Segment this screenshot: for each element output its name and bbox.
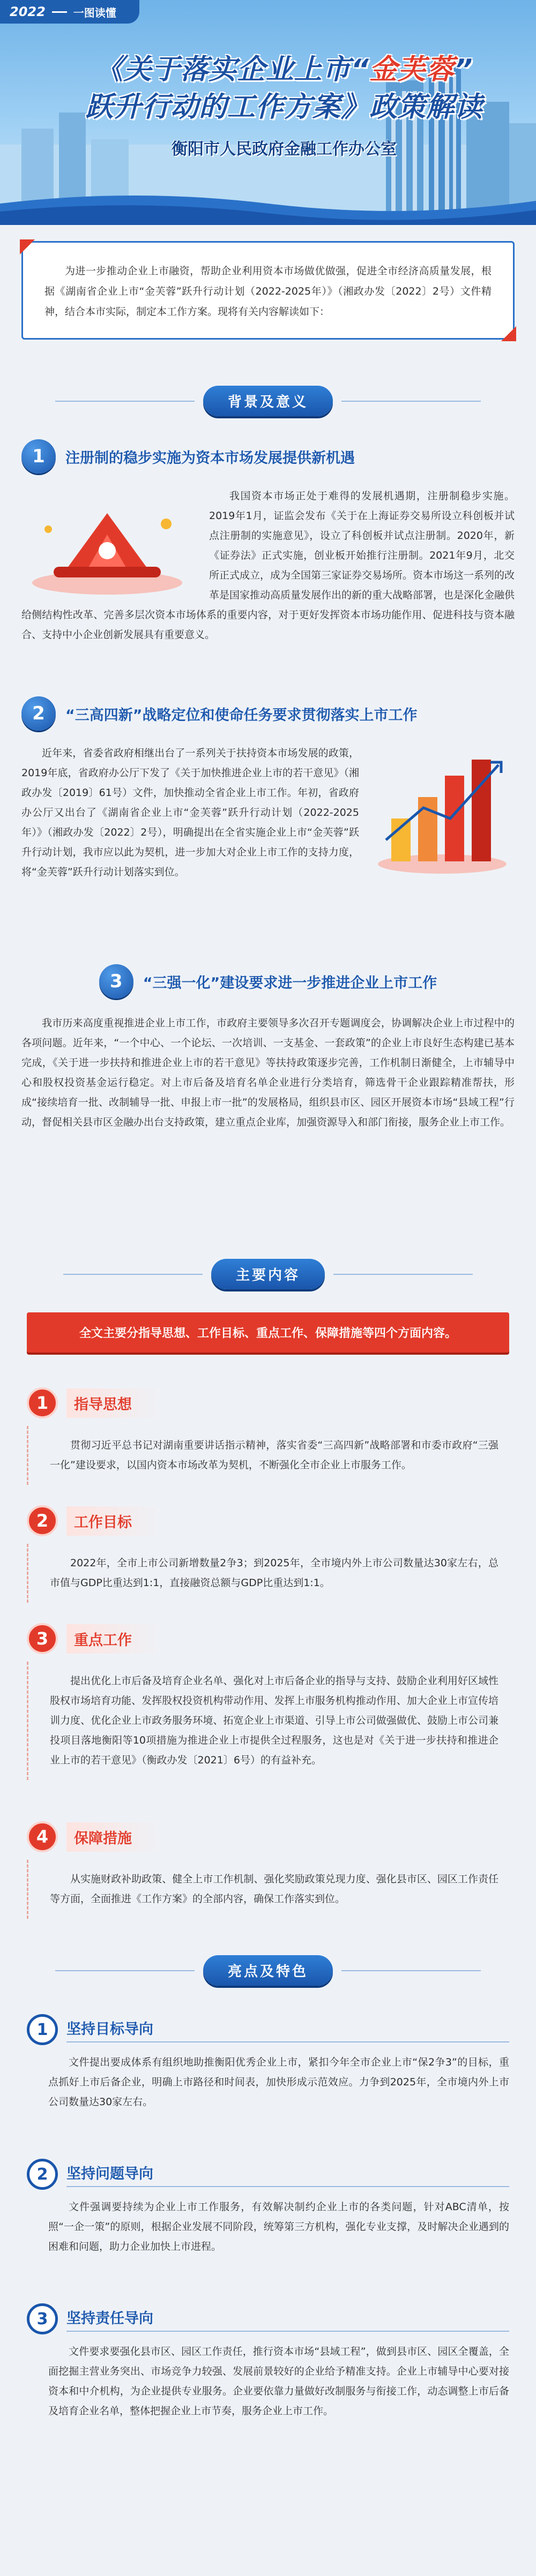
number-badge: 1 xyxy=(27,1387,58,1418)
section-title: 背景及意义 xyxy=(203,386,333,416)
subhead-title: “三高四新”战略定位和使命任务要求贯彻落实上市工作 xyxy=(65,707,418,724)
main-item-4 xyxy=(27,1821,509,1919)
number-badge: 2 xyxy=(21,696,56,731)
section-title: 主要内容 xyxy=(211,1259,325,1289)
number-badge: 1 xyxy=(27,2014,58,2045)
divider xyxy=(341,1970,481,1971)
number-badge: 3 xyxy=(27,2303,58,2334)
section-header-highlights xyxy=(0,1955,536,1986)
title-line-2: 跃升行动的工作方案》政策解读 xyxy=(85,91,483,123)
bar-chart-illustration xyxy=(370,743,515,877)
number-badge: 3 xyxy=(99,964,133,998)
item-label: 工作目标 xyxy=(66,1506,164,1536)
background-text-1: 我国资本市场正处于难得的发展机遇期，注册制稳步实施。2019年1月，证监会发布《关于在上海证券交易所设立科创板并试点注册制的实施意见》，设立了科创板并试点注册制。2020年，新《证券法》正式实施，创业板开始推行注册制。2021年9月，北交所正式成立，成为全国第三家证券交易场所。资本市场这一系列的改革是国家推动高质量发展作出的新的重大战略部署，也是深化金融供给侧结构性改革、完善多层次资本市场体系的重要内容，对于更好发挥资本市场功能作用、促进科技与资本融合、支持中小企业创新发展具有重要意义。 xyxy=(21,490,515,641)
main-summary-banner: 全文主要分指导思想、工作目标、重点工作、保障措施等四个方面内容。 xyxy=(27,1312,509,1353)
issuer: 衡阳市人民政府金融工作办公室 xyxy=(172,140,397,159)
title-block xyxy=(80,51,488,159)
number-badge: 1 xyxy=(21,439,56,474)
background-item-2 xyxy=(21,696,515,882)
background-text-3: 我市历来高度重视推进企业上市工作，市政府主要领导多次召开专题调度会，协调解决企业上市过程中的各项问题。近年来，“一个中心、一个论坛、一次培训、一支基金、一套政策”的企业上市良好生态构建已基本完成，《关于进一步扶持和推进企业上市的若干意见》等扶持政策逐步完善，工作机制日渐健全，上市辅导中心和股权投资基金运行稳定。对上市后备及培育名单企业进行分类培育，筛选骨干企业跟踪精准帮扶，形成“接续培育一批、改制辅导一批、申报上市一批”的发展格局，组织县市区、园区开展资本市场“县域工程”行动，督促相关县市区金融办出台支持政策，建立重点企业库，加强资源导入和部门衔接，服务企业上市工作。 xyxy=(21,1017,515,1128)
intro-text: 为进一步推动企业上市融资，帮助企业利用资本市场做优做强，促进全市经济高质量发展，根据《湖南省企业上市“金芙蓉”跃升行动计划（2022-2025年）》（湘政办发〔2022〕2号）文件精神，结合本市实际，制定本工作方案。现将有关内容解读如下： xyxy=(44,265,492,318)
background-text-2: 近年来，省委省政府相继出台了一系列关于扶持资本市场发展的政策，2019年底，省政府办公厅下发了《关于加快推进企业上市的若干意见》（湘政办发〔2019〕61号）文件，加快推动全省企业上市工作。年初，省政府办公厅又出台了《湖南省企业上市“金芙蓉”跃升行动计划（2022-2025年）》（湘政办发〔2022〕2号），明确提出在全省实施企业上市“金芙蓉”跃升行动计划，我市应以此为契机，进一步加大对企业上市工作的支持力度，将“金芙蓉”跃升行动计划落实到位。 xyxy=(21,747,359,878)
section-header-main xyxy=(0,1259,536,1289)
highlight-text: 文件强调要持续为企业上市工作服务，有效解决制约企业上市的各类问题，针对ABC清单，按照“一企一策”的原则，根据企业发展不同阶段，统筹第三方机构，强化专业支撑，及时解决企业遇到的困难和问题，助力企业加快上市进程。 xyxy=(48,2201,509,2252)
divider xyxy=(55,401,195,402)
hero-banner xyxy=(0,0,536,225)
background-item-1 xyxy=(21,439,515,645)
highlight-label: 坚持目标导向 xyxy=(66,2017,509,2042)
section-title: 亮点及特色 xyxy=(203,1955,333,1986)
item-text: 贯彻习近平总书记对湖南重要讲话指示精神，落实省委“三高四新”战略部署和市委市政府“三强一化”建设要求，以国内资本市场改革为契机，不断强化全市企业上市服务工作。 xyxy=(27,1426,509,1485)
item-label: 保障措施 xyxy=(66,1822,164,1852)
highlight-label: 坚持责任导向 xyxy=(66,2307,509,2332)
rocket-illustration xyxy=(21,492,198,599)
subhead-title: “三强一化”建设要求进一步推进企业上市工作 xyxy=(143,974,437,992)
main-item-1 xyxy=(27,1387,509,1485)
title-line-1: 《关于落实企业上市“金芙蓉” xyxy=(95,54,473,86)
background-item-3 xyxy=(21,964,515,1132)
divider xyxy=(55,1970,195,1971)
header-tag xyxy=(0,0,139,24)
section-header-background xyxy=(0,386,536,416)
item-label: 指导思想 xyxy=(66,1388,164,1418)
intro-box xyxy=(21,241,515,340)
intro-section xyxy=(0,225,536,356)
highlight-item-3 xyxy=(27,2303,509,2421)
highlight-item-1 xyxy=(27,2014,509,2112)
subhead-title: 注册制的稳步实施为资本市场发展提供新机遇 xyxy=(65,449,355,467)
number-badge: 2 xyxy=(27,1505,58,1536)
divider xyxy=(63,1274,203,1275)
number-badge: 2 xyxy=(27,2159,58,2190)
highlight-label: 坚持问题导向 xyxy=(66,2162,509,2187)
main-item-3 xyxy=(27,1623,509,1780)
subhead xyxy=(21,964,515,998)
item-text: 提出优化上市后备及培育企业名单、强化对上市后备企业的指导与支持、鼓励企业利用好区域性股权市场培育功能、发挥股权投资机构带动作用、发挥上市服务机构推动作用、加大企业上市宣传培训力度、优化企业上市政务服务环境、拓宽企业上市渠道、引导上市公司做强做优、鼓励上市公司兼投项目落地衡阳等10项措施为推进企业上市提供全过程服务，这也是对《关于进一步扶持和推进企业上市的若干意见》（衡政办发〔2021〕6号）的有益补充。 xyxy=(27,1662,509,1780)
subhead xyxy=(21,696,515,731)
item-label: 重点工作 xyxy=(66,1624,164,1654)
tag-divider xyxy=(52,11,67,13)
highlight-item-2 xyxy=(27,2159,509,2257)
highlight-text: 文件要求要强化县市区、园区工作责任，推行资本市场“县域工程”，做到县市区、园区全覆盖，全面挖掘主营业务突出、市场竞争力较强、发展前景较好的企业给予精准支持。企业上市辅导中心要对接资本和中介机构，为企业提供专业服务。企业要依靠力量做好改制服务与衔接工作，动态调整上市后备及培育企业名单，整体把握企业上市节奏，服务企业上市工作。 xyxy=(48,2346,509,2417)
number-badge: 4 xyxy=(27,1821,58,1852)
item-text: 2022年，全市上市公司新增数量2争3；到2025年，全市境内外上市公司数量达30家左右，总市值与GDP比重达到1:1，直接融资总额与GDP比重达到1:1。 xyxy=(27,1544,509,1603)
main-item-2 xyxy=(27,1505,509,1603)
item-text: 从实施财政补助政策、健全上市工作机制、强化奖励政策兑现力度、强化县市区、园区工作责任等方面，全面推进《工作方案》的全部内容，确保工作落实到位。 xyxy=(27,1860,509,1919)
divider xyxy=(333,1274,473,1275)
highlight-text: 文件提出要成体系有组织地助推衡阳优秀企业上市，紧扣今年全市企业上市“保2争3”的目标，重点抓好上市后备企业，明确上市路径和时间表，加快形成示范效应。力争到2025年，全市境内外上市公司数量达30家左右。 xyxy=(48,2056,509,2108)
number-badge: 3 xyxy=(27,1623,58,1654)
year-label: 2022 xyxy=(10,4,46,19)
divider xyxy=(341,401,481,402)
subhead xyxy=(21,439,515,474)
kind-label: 一图读懂 xyxy=(73,6,116,19)
